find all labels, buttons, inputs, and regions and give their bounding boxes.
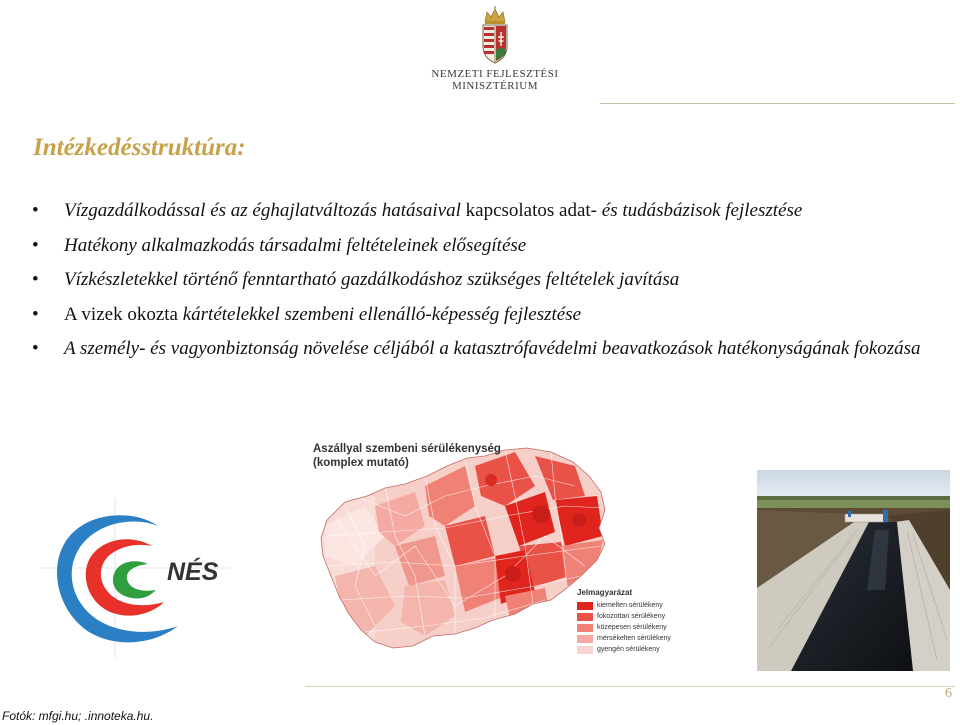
list-item (30, 332, 950, 367)
map-legend (577, 588, 675, 655)
irrigation-canal-photo (757, 470, 950, 671)
ministry-name (400, 68, 590, 92)
list-item-text: Vízkészletekkel történő fenntartható gazdálkodáshoz szükséges feltételek javítása (64, 269, 680, 290)
list-item (30, 263, 950, 298)
legend-swatch (577, 602, 593, 610)
map-title-line2: (komplex mutató) (313, 457, 409, 469)
ministry-name-line1: NEMZETI FEJLESZTÉSI (431, 68, 559, 80)
legend-label: mérsékelten sérülékeny (597, 635, 671, 642)
legend-title: Jelmagyarázat (577, 588, 633, 597)
list-item-text: Hatékony alkalmazkodás társadalmi feltételeinek elősegítése (64, 234, 527, 256)
slide-title: Intézkedésstruktúra: (33, 134, 246, 161)
ministry-name-line2: MINISZTÉRIUM (451, 80, 539, 92)
canal-image (757, 470, 950, 671)
list-item (30, 298, 950, 333)
nes-swoosh-icon (40, 498, 230, 658)
list-item-italic-2: és tudásbázisok fejlesztése (601, 200, 803, 221)
legend-label: gyengén sérülékeny (597, 646, 660, 653)
map-title (313, 442, 501, 470)
legend-item (577, 633, 675, 644)
legend-swatch (577, 613, 593, 621)
list-item-upright: A vizek okozta (64, 303, 183, 325)
legend-label: fokozottan sérülékeny (597, 613, 666, 620)
list-item-upright: kapcsolatos adat- (460, 200, 602, 221)
legend-label: kiemelten sérülékeny (597, 602, 663, 609)
legend-swatch (577, 624, 593, 632)
drought-vulnerability-map (305, 436, 675, 668)
measure-list (30, 194, 950, 367)
legend-label: közepesen sérülékeny (597, 624, 667, 631)
list-item (30, 194, 950, 229)
map-title-line1: Aszállyal szembeni sérülékenység (313, 443, 501, 455)
photo-credit: Fotók: mfgi.hu; .innoteka.hu. (2, 709, 154, 723)
legend-item (577, 611, 675, 622)
hungarian-coat-of-arms-icon (479, 6, 511, 64)
ministry-header (400, 6, 590, 96)
list-item-italic: kártételekkel szembeni ellenálló-képesség fejlesztése (182, 303, 582, 325)
list-item-italic: Vízgazdálkodással és az éghajlatváltozás hatásaival (64, 200, 461, 221)
legend-item (577, 622, 675, 633)
nes-logo (40, 498, 230, 658)
nes-logo-text: NÉS (167, 558, 219, 586)
list-item (30, 229, 950, 264)
header-divider (600, 103, 955, 104)
page-number: 6 (945, 686, 952, 701)
legend-swatch (577, 646, 593, 654)
legend-item (577, 644, 675, 655)
list-item-text: A személy- és vagyonbiztonság növelése céljából a katasztrófavédelmi beavatkozások hatékonyságának fokozása (64, 338, 921, 359)
footer-divider (305, 686, 955, 687)
legend-swatch (577, 635, 593, 643)
legend-item (577, 600, 675, 611)
